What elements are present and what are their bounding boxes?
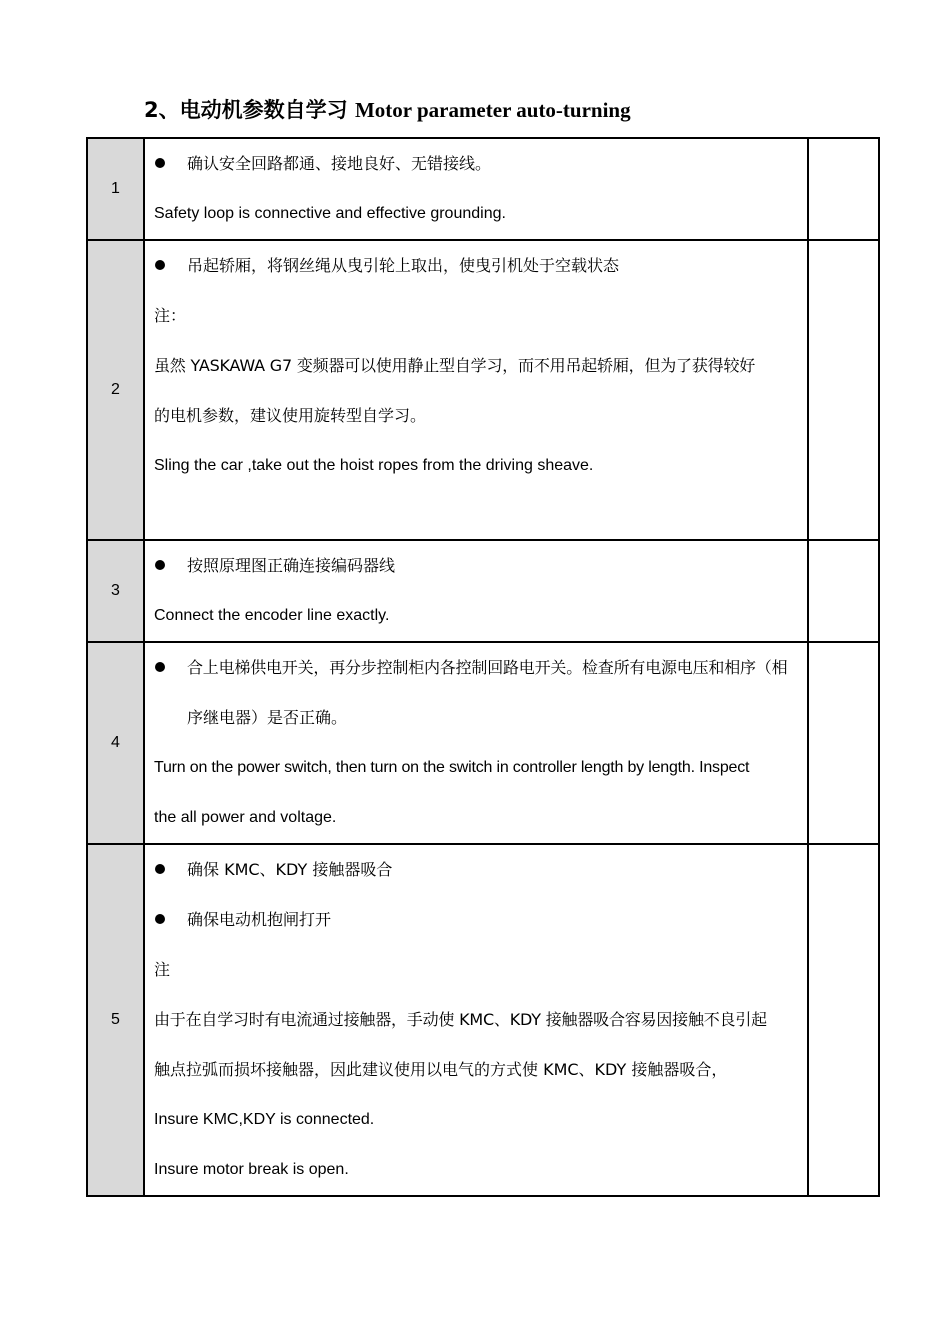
step-row-5 [87,844,879,1196]
step-number: 1 [111,180,120,197]
step-1-line-2: Safety loop is connective and effective grounding. [154,205,506,222]
step-content-cell [144,642,808,844]
bullet-icon [155,260,165,270]
step-2-line-2: 注： [154,306,187,325]
step-2-line-1: 吊起轿厢，将钢丝绳从曳引轮上取出，使曳引机处于空载状态 [154,241,807,291]
steps-table [86,137,880,1197]
step-3-line-1: 按照原理图正确连接编码器线 [154,541,807,591]
step-number: 3 [111,582,120,599]
step-number: 2 [111,381,120,398]
step-4-line-2: 序继电器）是否正确。 [187,708,348,727]
step-5-line-5: 触点拉弧而损坏接触器，因此建议使用以电气的方式使 KMC、KDY 接触器吸合， [154,1060,728,1079]
step-4-line-4: the all power and voltage. [154,809,337,826]
bullet-icon [155,560,165,570]
step-number-cell [87,240,144,540]
section-title-en: Motor parameter auto-turning [354,98,631,122]
step-number: 4 [111,734,120,751]
step-number-cell [87,844,144,1196]
step-5-line-3: 注 [154,960,171,979]
bullet-icon [155,662,165,672]
step-check-cell [808,138,879,240]
step-1-line-1: 确认安全回路都通、接地良好、无错接线。 [154,139,807,189]
section-title [144,94,631,124]
step-check-cell [808,844,879,1196]
step-3-line-2: Connect the encoder line exactly. [154,607,390,624]
step-row-2 [87,240,879,540]
step-check-cell [808,642,879,844]
step-number-cell [87,138,144,240]
step-check-cell [808,540,879,642]
bullet-icon [155,914,165,924]
step-5-line-7: Insure motor break is open. [154,1161,349,1178]
step-check-cell [808,240,879,540]
bullet-icon [155,864,165,874]
step-row-1 [87,138,879,240]
step-number-cell [87,540,144,642]
step-2-line-3: 虽然 YASKAWA G7 变频器可以使用静止型自学习，而不用吊起轿厢，但为了获得较好 [154,356,756,375]
step-5-line-6: Insure KMC,KDY is connected. [154,1111,375,1128]
step-5-line-2: 确保电动机抱闸打开 [154,895,807,945]
step-row-3 [87,540,879,642]
step-4-line-3: Turn on the power switch, then turn on the switch in controller length by length. Inspect [154,759,750,776]
step-number: 5 [111,1011,120,1028]
step-content-cell [144,844,808,1196]
step-row-4 [87,642,879,844]
step-content-cell [144,540,808,642]
step-2-line-5: Sling the car ,take out the hoist ropes from the driving sheave. [154,457,594,474]
section-title-cn: 电动机参数自学习 [179,98,348,122]
section-number: 2、 [144,98,180,122]
step-content-cell [144,240,808,540]
step-5-line-1: 确保 KMC、KDY 接触器吸合 [154,845,807,895]
bullet-icon [155,158,165,168]
step-2-line-4: 的电机参数，建议使用旋转型自学习。 [154,406,427,425]
step-5-line-4: 由于在自学习时有电流通过接触器，手动使 KMC、KDY 接触器吸合容易因接触不良引起 [154,1010,767,1029]
step-content-cell [144,138,808,240]
step-number-cell [87,642,144,844]
step-4-line-1: 合上电梯供电开关，再分步控制柜内各控制回路电开关。检查所有电源电压和相序（相 [154,643,807,693]
